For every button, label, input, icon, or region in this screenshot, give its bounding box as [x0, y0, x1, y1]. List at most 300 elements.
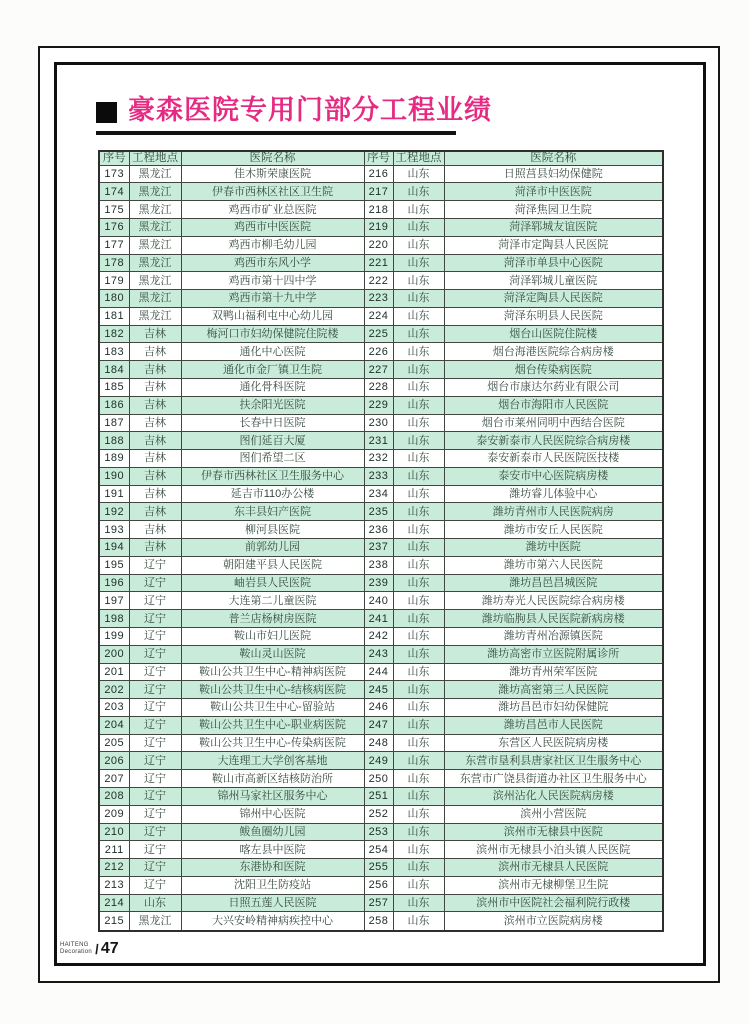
project-location-cell: 山东 [393, 236, 444, 254]
hospital-name-cell: 潍坊青州荣军医院 [444, 663, 663, 681]
table-row [99, 645, 663, 663]
project-location-cell: 辽宁 [129, 574, 181, 592]
hospital-name-cell: 鸡西市柳毛幼儿园 [181, 236, 364, 254]
title-bullet-square [96, 102, 117, 123]
page-title: 豪森医院专用门部分工程业绩 [128, 95, 492, 125]
serial-number-cell: 192 [99, 503, 129, 521]
hospital-name-cell: 鸡西市第十九中学 [181, 290, 364, 308]
table-row [99, 805, 663, 823]
hospital-name-cell: 岫岩县人民医院 [181, 574, 364, 592]
table-row [99, 254, 663, 272]
serial-number-cell: 258 [364, 912, 393, 931]
table-row [99, 218, 663, 236]
serial-number-cell: 228 [364, 379, 393, 397]
hospital-name-cell: 滨州市无棣县中医院 [444, 823, 663, 841]
project-location-cell: 吉林 [129, 432, 181, 450]
serial-number-cell: 199 [99, 627, 129, 645]
table-row [99, 681, 663, 699]
project-location-cell: 山东 [393, 681, 444, 699]
table-row [99, 521, 663, 539]
project-location-cell: 吉林 [129, 361, 181, 379]
hospital-name-cell: 烟台海港医院综合病房楼 [444, 343, 663, 361]
hospital-name-cell: 潍坊昌邑市人民医院 [444, 716, 663, 734]
hospital-name-cell: 菏泽市定陶县人民医院 [444, 236, 663, 254]
hospital-name-cell: 潍坊中医院 [444, 539, 663, 557]
projects-table-body [99, 165, 663, 931]
hospital-name-cell: 东营区人民医院病房楼 [444, 734, 663, 752]
hospital-name-cell: 鞍山市妇儿医院 [181, 627, 364, 645]
hospital-name-cell: 潍坊高密市立医院附属诊所 [444, 645, 663, 663]
project-location-cell: 山东 [393, 325, 444, 343]
table-row [99, 485, 663, 503]
serial-number-cell: 231 [364, 432, 393, 450]
project-location-cell: 吉林 [129, 485, 181, 503]
serial-number-cell: 181 [99, 307, 129, 325]
serial-number-cell: 185 [99, 379, 129, 397]
hospital-name-cell: 滨州市无棣柳堡卫生院 [444, 876, 663, 894]
project-location-cell: 吉林 [129, 521, 181, 539]
hospital-name-cell: 鞍山市高新区结核防治所 [181, 770, 364, 788]
project-location-cell: 吉林 [129, 503, 181, 521]
serial-number-cell: 220 [364, 236, 393, 254]
serial-number-cell: 175 [99, 201, 129, 219]
serial-number-cell: 188 [99, 432, 129, 450]
hospital-name-cell: 滨州小营医院 [444, 805, 663, 823]
serial-number-cell: 213 [99, 876, 129, 894]
serial-number-cell: 254 [364, 841, 393, 859]
table-row [99, 396, 663, 414]
project-location-cell: 黑龙江 [129, 218, 181, 236]
project-location-cell: 辽宁 [129, 805, 181, 823]
project-location-cell: 黑龙江 [129, 272, 181, 290]
footer-brand-line1: HAITENG [60, 942, 89, 948]
serial-number-cell: 180 [99, 290, 129, 308]
serial-number-cell: 247 [364, 716, 393, 734]
table-row [99, 183, 663, 201]
table-row [99, 610, 663, 628]
project-location-cell: 山东 [393, 254, 444, 272]
project-location-cell: 山东 [393, 574, 444, 592]
serial-number-cell: 173 [99, 165, 129, 183]
serial-number-cell: 248 [364, 734, 393, 752]
serial-number-cell: 205 [99, 734, 129, 752]
hospital-name-cell: 鲅鱼圈幼儿园 [181, 823, 364, 841]
hospital-name-cell: 双鸭山福利屯中心幼儿园 [181, 307, 364, 325]
serial-number-cell: 183 [99, 343, 129, 361]
hospital-name-cell: 鞍山公共卫生中心-精神病医院 [181, 663, 364, 681]
project-location-cell: 辽宁 [129, 841, 181, 859]
serial-number-cell: 197 [99, 592, 129, 610]
table-row [99, 912, 663, 931]
serial-number-cell: 245 [364, 681, 393, 699]
project-location-cell: 黑龙江 [129, 183, 181, 201]
hospital-name-cell: 大连理工大学创客基地 [181, 752, 364, 770]
project-location-cell: 山东 [393, 414, 444, 432]
serial-number-cell: 191 [99, 485, 129, 503]
table-header-row [99, 151, 663, 165]
project-location-cell: 辽宁 [129, 734, 181, 752]
project-location-cell: 辽宁 [129, 663, 181, 681]
hospital-name-cell: 烟台市康达尔药业有限公司 [444, 379, 663, 397]
serial-number-cell: 198 [99, 610, 129, 628]
hospital-name-cell: 潍坊高密第三人民医院 [444, 681, 663, 699]
project-location-cell: 山东 [393, 485, 444, 503]
serial-number-cell: 255 [364, 859, 393, 877]
serial-number-cell: 210 [99, 823, 129, 841]
table-row [99, 716, 663, 734]
header-serial-number: 序号 [364, 151, 393, 165]
serial-number-cell: 240 [364, 592, 393, 610]
table-row [99, 432, 663, 450]
hospital-name-cell: 朝阳建平县人民医院 [181, 556, 364, 574]
serial-number-cell: 229 [364, 396, 393, 414]
hospital-name-cell: 鸡西市第十四中学 [181, 272, 364, 290]
hospital-name-cell: 锦州马家社区服务中心 [181, 787, 364, 805]
project-location-cell: 山东 [393, 218, 444, 236]
hospital-name-cell: 沈阳卫生防疫站 [181, 876, 364, 894]
serial-number-cell: 244 [364, 663, 393, 681]
project-location-cell: 吉林 [129, 343, 181, 361]
project-location-cell: 黑龙江 [129, 201, 181, 219]
serial-number-cell: 178 [99, 254, 129, 272]
serial-number-cell: 256 [364, 876, 393, 894]
hospital-name-cell: 滨州市立医院病房楼 [444, 912, 663, 931]
serial-number-cell: 241 [364, 610, 393, 628]
project-location-cell: 山东 [393, 201, 444, 219]
table-row [99, 770, 663, 788]
serial-number-cell: 223 [364, 290, 393, 308]
project-location-cell: 辽宁 [129, 859, 181, 877]
serial-number-cell: 232 [364, 450, 393, 468]
project-location-cell: 黑龙江 [129, 236, 181, 254]
serial-number-cell: 189 [99, 450, 129, 468]
hospital-name-cell: 通化骨科医院 [181, 379, 364, 397]
project-location-cell: 山东 [393, 556, 444, 574]
project-location-cell: 山东 [393, 290, 444, 308]
serial-number-cell: 227 [364, 361, 393, 379]
project-location-cell: 山东 [393, 592, 444, 610]
hospital-name-cell: 图们希望二区 [181, 450, 364, 468]
hospital-name-cell: 柳河县医院 [181, 521, 364, 539]
hospital-name-cell: 普兰店杨树房医院 [181, 610, 364, 628]
serial-number-cell: 206 [99, 752, 129, 770]
hospital-name-cell: 泰安新泰市人民医院综合病房楼 [444, 432, 663, 450]
project-location-cell: 黑龙江 [129, 912, 181, 931]
page-number: 47 [100, 940, 119, 957]
header-project-location: 工程地点 [129, 151, 181, 165]
hospital-name-cell: 潍坊临朐县人民医院新病房楼 [444, 610, 663, 628]
hospital-name-cell: 鞍山灵山医院 [181, 645, 364, 663]
serial-number-cell: 190 [99, 467, 129, 485]
serial-number-cell: 226 [364, 343, 393, 361]
table-row [99, 414, 663, 432]
hospital-name-cell: 梅河口市妇幼保健院住院楼 [181, 325, 364, 343]
hospital-name-cell: 长春中日医院 [181, 414, 364, 432]
hospital-name-cell: 潍坊寿光人民医院综合病房楼 [444, 592, 663, 610]
hospital-name-cell: 大连第二儿童医院 [181, 592, 364, 610]
hospital-name-cell: 菏泽定陶县人民医院 [444, 290, 663, 308]
hospital-name-cell: 通化市金厂镇卫生院 [181, 361, 364, 379]
serial-number-cell: 243 [364, 645, 393, 663]
serial-number-cell: 249 [364, 752, 393, 770]
table-row [99, 325, 663, 343]
hospital-name-cell: 大兴安岭精神病疾控中心 [181, 912, 364, 931]
serial-number-cell: 202 [99, 681, 129, 699]
project-location-cell: 辽宁 [129, 610, 181, 628]
serial-number-cell: 214 [99, 894, 129, 912]
project-location-cell: 辽宁 [129, 787, 181, 805]
project-location-cell: 山东 [393, 432, 444, 450]
project-location-cell: 山东 [393, 663, 444, 681]
project-location-cell: 吉林 [129, 414, 181, 432]
project-location-cell: 辽宁 [129, 556, 181, 574]
table-row [99, 752, 663, 770]
project-location-cell: 山东 [393, 272, 444, 290]
project-location-cell: 辽宁 [129, 876, 181, 894]
project-location-cell: 山东 [393, 467, 444, 485]
hospital-name-cell: 东港协和医院 [181, 859, 364, 877]
project-location-cell: 山东 [393, 752, 444, 770]
serial-number-cell: 204 [99, 716, 129, 734]
project-location-cell: 辽宁 [129, 770, 181, 788]
serial-number-cell: 182 [99, 325, 129, 343]
hospital-name-cell: 伊春市西林社区卫生服务中心 [181, 467, 364, 485]
table-row [99, 734, 663, 752]
hospital-name-cell: 潍坊青州市人民医院病房 [444, 503, 663, 521]
serial-number-cell: 251 [364, 787, 393, 805]
project-location-cell: 山东 [393, 165, 444, 183]
serial-number-cell: 201 [99, 663, 129, 681]
serial-number-cell: 253 [364, 823, 393, 841]
serial-number-cell: 239 [364, 574, 393, 592]
project-location-cell: 山东 [393, 539, 444, 557]
project-location-cell: 辽宁 [129, 627, 181, 645]
serial-number-cell: 217 [364, 183, 393, 201]
serial-number-cell: 200 [99, 645, 129, 663]
serial-number-cell: 176 [99, 218, 129, 236]
serial-number-cell: 235 [364, 503, 393, 521]
serial-number-cell: 215 [99, 912, 129, 931]
hospital-name-cell: 菏泽郓城儿童医院 [444, 272, 663, 290]
project-location-cell: 山东 [393, 521, 444, 539]
table-row [99, 876, 663, 894]
hospital-name-cell: 鞍山公共卫生中心-结核病医院 [181, 681, 364, 699]
table-row [99, 272, 663, 290]
project-location-cell: 黑龙江 [129, 307, 181, 325]
table-row [99, 307, 663, 325]
project-location-cell: 山东 [393, 183, 444, 201]
serial-number-cell: 233 [364, 467, 393, 485]
project-location-cell: 黑龙江 [129, 165, 181, 183]
hospital-name-cell: 潍坊青州冶源镇医院 [444, 627, 663, 645]
hospital-name-cell: 烟台山医院住院楼 [444, 325, 663, 343]
table-row [99, 663, 663, 681]
serial-number-cell: 196 [99, 574, 129, 592]
hospital-name-cell: 日照五莲人民医院 [181, 894, 364, 912]
table-row [99, 574, 663, 592]
serial-number-cell: 225 [364, 325, 393, 343]
table-row [99, 592, 663, 610]
table-row [99, 841, 663, 859]
hospital-name-cell: 鞍山公共卫生中心-传染病医院 [181, 734, 364, 752]
project-location-cell: 山东 [129, 894, 181, 912]
serial-number-cell: 238 [364, 556, 393, 574]
hospital-name-cell: 菏泽郓城友谊医院 [444, 218, 663, 236]
project-location-cell: 山东 [393, 770, 444, 788]
project-location-cell: 山东 [393, 610, 444, 628]
project-location-cell: 辽宁 [129, 645, 181, 663]
hospital-name-cell: 日照莒县妇幼保健院 [444, 165, 663, 183]
project-location-cell: 山东 [393, 645, 444, 663]
serial-number-cell: 218 [364, 201, 393, 219]
table-row [99, 503, 663, 521]
header-project-location: 工程地点 [393, 151, 444, 165]
serial-number-cell: 177 [99, 236, 129, 254]
hospital-name-cell: 通化中心医院 [181, 343, 364, 361]
project-location-cell: 辽宁 [129, 823, 181, 841]
serial-number-cell: 187 [99, 414, 129, 432]
project-location-cell: 山东 [393, 361, 444, 379]
serial-number-cell: 236 [364, 521, 393, 539]
header-hospital-name: 医院名称 [181, 151, 364, 165]
hospital-name-cell: 滨州市无棣县小泊头镇人民医院 [444, 841, 663, 859]
hospital-name-cell: 菏泽市中医医院 [444, 183, 663, 201]
project-location-cell: 山东 [393, 396, 444, 414]
serial-number-cell: 222 [364, 272, 393, 290]
hospital-name-cell: 锦州中心医院 [181, 805, 364, 823]
project-location-cell: 山东 [393, 876, 444, 894]
project-location-cell: 山东 [393, 805, 444, 823]
project-location-cell: 山东 [393, 307, 444, 325]
project-location-cell: 吉林 [129, 396, 181, 414]
hospital-name-cell: 滨州市中医院社会福利院行政楼 [444, 894, 663, 912]
table-row [99, 859, 663, 877]
project-location-cell: 山东 [393, 450, 444, 468]
table-row [99, 539, 663, 557]
project-location-cell: 辽宁 [129, 716, 181, 734]
serial-number-cell: 193 [99, 521, 129, 539]
serial-number-cell: 203 [99, 699, 129, 717]
table-row [99, 165, 663, 183]
serial-number-cell: 195 [99, 556, 129, 574]
hospital-name-cell: 潍坊昌邑昌城医院 [444, 574, 663, 592]
project-location-cell: 吉林 [129, 467, 181, 485]
project-location-cell: 山东 [393, 699, 444, 717]
hospital-name-cell: 扶余阳光医院 [181, 396, 364, 414]
serial-number-cell: 237 [364, 539, 393, 557]
hospital-name-cell: 潍坊睿儿体验中心 [444, 485, 663, 503]
serial-number-cell: 179 [99, 272, 129, 290]
header-hospital-name: 医院名称 [444, 151, 663, 165]
serial-number-cell: 221 [364, 254, 393, 272]
serial-number-cell: 257 [364, 894, 393, 912]
serial-number-cell: 194 [99, 539, 129, 557]
hospital-name-cell: 泰安新泰市人民医院医技楼 [444, 450, 663, 468]
hospital-name-cell: 鸡西市中医医院 [181, 218, 364, 236]
project-location-cell: 山东 [393, 343, 444, 361]
table-row [99, 450, 663, 468]
serial-number-cell: 212 [99, 859, 129, 877]
project-location-cell: 山东 [393, 859, 444, 877]
project-location-cell: 山东 [393, 841, 444, 859]
serial-number-cell: 246 [364, 699, 393, 717]
hospital-name-cell: 东营市广饶县街道办社区卫生服务中心 [444, 770, 663, 788]
project-location-cell: 山东 [393, 503, 444, 521]
serial-number-cell: 186 [99, 396, 129, 414]
footer-brand-line2: Decoration [60, 949, 93, 955]
table-row [99, 290, 663, 308]
serial-number-cell: 184 [99, 361, 129, 379]
hospital-name-cell: 泰安市中心医院病房楼 [444, 467, 663, 485]
serial-number-cell: 209 [99, 805, 129, 823]
table-row [99, 894, 663, 912]
serial-number-cell: 234 [364, 485, 393, 503]
project-location-cell: 辽宁 [129, 592, 181, 610]
hospital-name-cell: 图们延百大厦 [181, 432, 364, 450]
table-row [99, 467, 663, 485]
hospital-name-cell: 菏泽东明县人民医院 [444, 307, 663, 325]
table-row [99, 201, 663, 219]
serial-number-cell: 250 [364, 770, 393, 788]
project-location-cell: 吉林 [129, 325, 181, 343]
hospital-name-cell: 东丰县妇产医院 [181, 503, 364, 521]
hospital-name-cell: 鸡西市东风小学 [181, 254, 364, 272]
footer-slash-mark: \ [92, 941, 102, 957]
project-location-cell: 吉林 [129, 379, 181, 397]
project-location-cell: 吉林 [129, 450, 181, 468]
hospital-name-cell: 烟台市海阳市人民医院 [444, 396, 663, 414]
project-location-cell: 辽宁 [129, 752, 181, 770]
table-row [99, 361, 663, 379]
hospital-name-cell: 菏泽焦园卫生院 [444, 201, 663, 219]
hospital-name-cell: 喀左县中医院 [181, 841, 364, 859]
serial-number-cell: 224 [364, 307, 393, 325]
hospital-name-cell: 伊春市西林区社区卫生院 [181, 183, 364, 201]
serial-number-cell: 208 [99, 787, 129, 805]
hospital-name-cell: 滨州市无棣县人民医院 [444, 859, 663, 877]
project-location-cell: 黑龙江 [129, 290, 181, 308]
table-row [99, 379, 663, 397]
serial-number-cell: 219 [364, 218, 393, 236]
project-location-cell: 山东 [393, 823, 444, 841]
table-row [99, 823, 663, 841]
table-row [99, 556, 663, 574]
project-location-cell: 山东 [393, 894, 444, 912]
hospital-name-cell: 延吉市110办公楼 [181, 485, 364, 503]
table-row [99, 627, 663, 645]
title-block [96, 95, 492, 135]
project-location-cell: 辽宁 [129, 699, 181, 717]
hospital-name-cell: 鞍山公共卫生中心-职业病医院 [181, 716, 364, 734]
project-location-cell: 山东 [393, 379, 444, 397]
serial-number-cell: 174 [99, 183, 129, 201]
hospital-name-cell: 潍坊市安丘人民医院 [444, 521, 663, 539]
hospital-name-cell: 滨州沾化人民医院病房楼 [444, 787, 663, 805]
serial-number-cell: 242 [364, 627, 393, 645]
project-location-cell: 山东 [393, 787, 444, 805]
hospital-name-cell: 东营市垦利县唐家社区卫生服务中心 [444, 752, 663, 770]
hospital-name-cell: 烟台传染病医院 [444, 361, 663, 379]
page-footer [60, 941, 119, 956]
serial-number-cell: 211 [99, 841, 129, 859]
serial-number-cell: 252 [364, 805, 393, 823]
projects-table [98, 150, 664, 932]
serial-number-cell: 230 [364, 414, 393, 432]
project-location-cell: 辽宁 [129, 681, 181, 699]
hospital-name-cell: 烟台市莱州同明中西结合医院 [444, 414, 663, 432]
hospital-name-cell: 潍坊昌邑市妇幼保健院 [444, 699, 663, 717]
hospital-name-cell: 潍坊市第六人民医院 [444, 556, 663, 574]
